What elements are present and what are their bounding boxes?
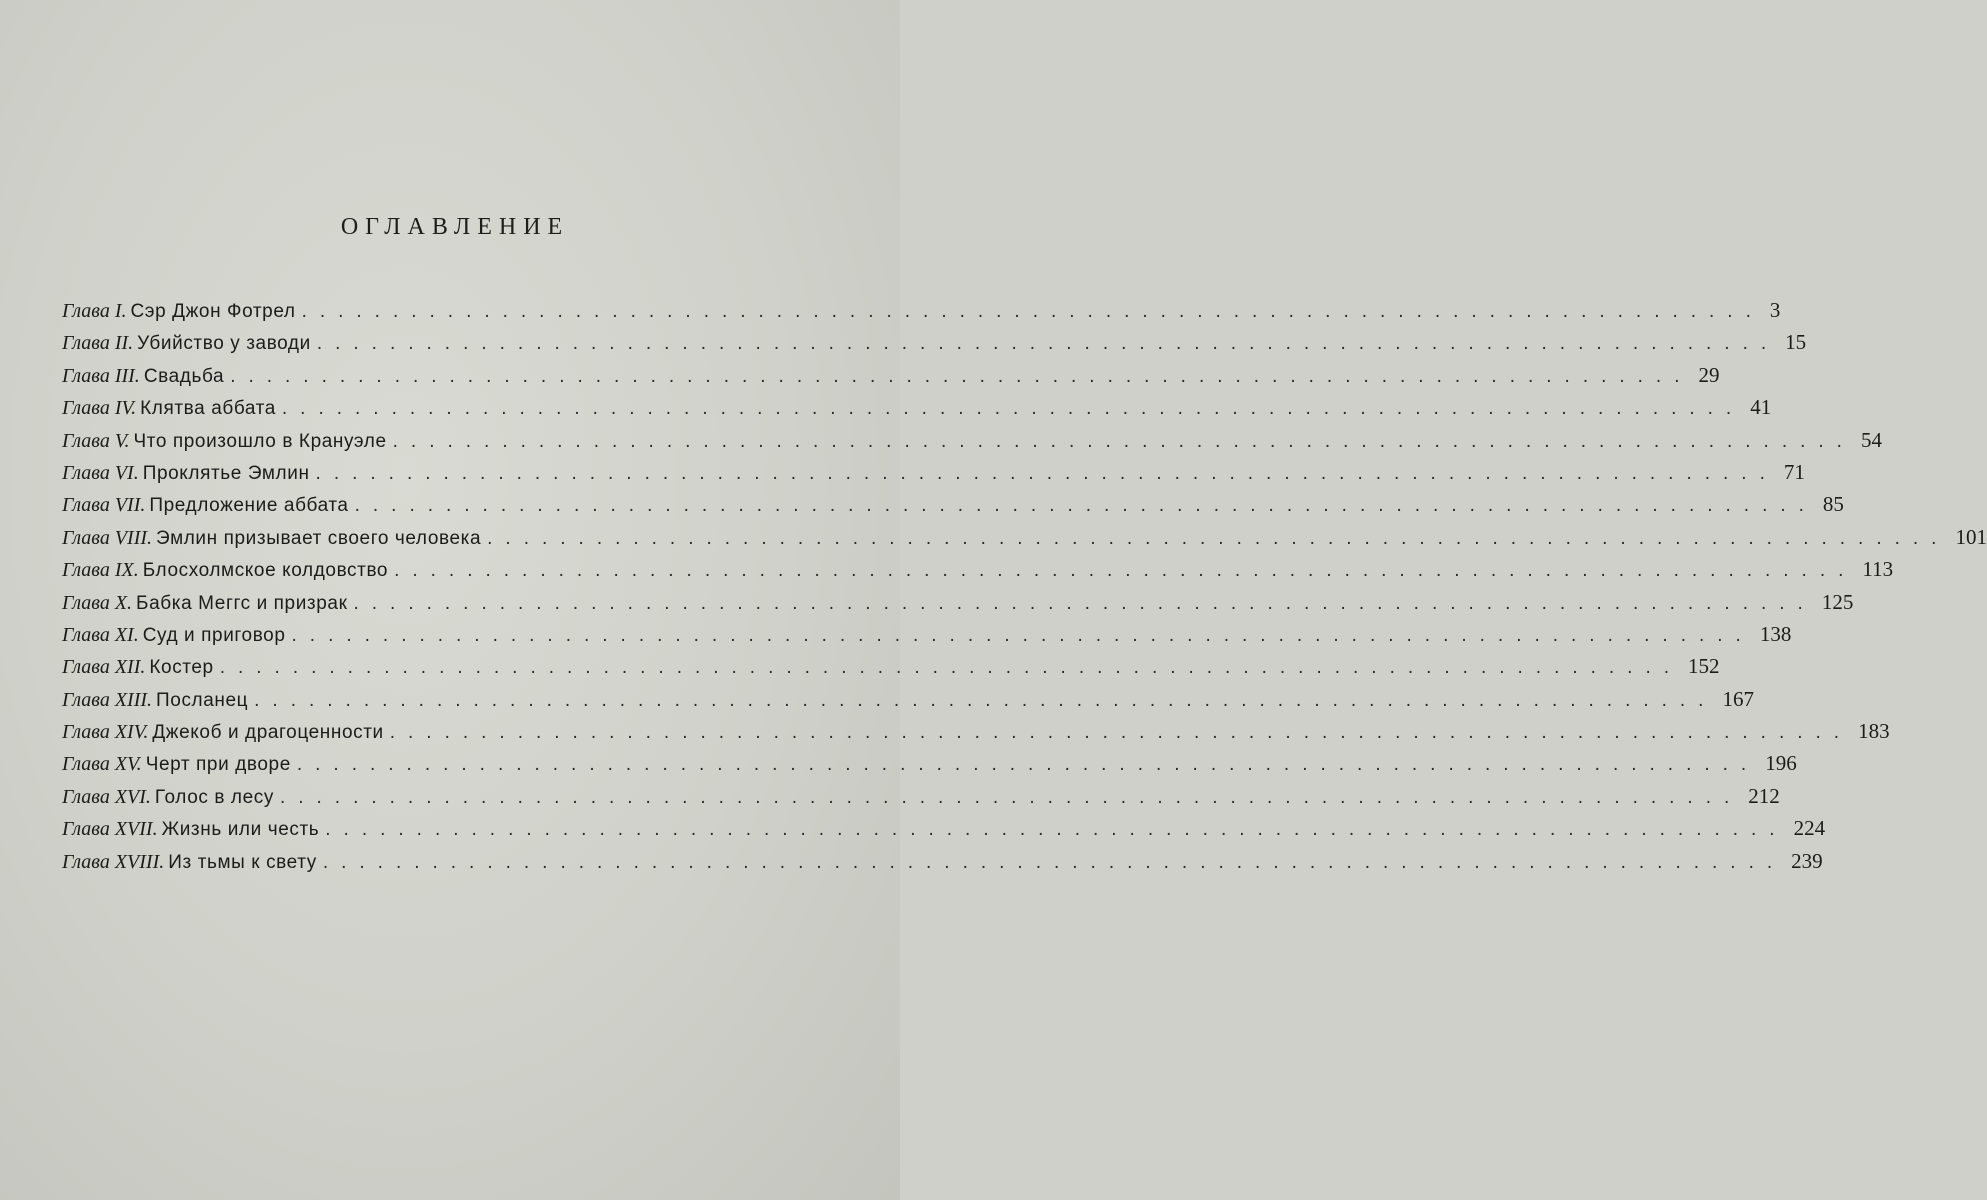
chapter-label: Глава VIII. [62,526,153,549]
page-number: 138 [1759,621,1792,646]
chapter-title: Жизнь или честь [161,819,320,841]
page-number: 212 [1748,783,1780,808]
dot-leader: ................................................................................ [392,430,1855,452]
chapter-title: Сэр Джон Фотрел [130,301,296,322]
dot-leader: ................................................................................ [254,689,1717,711]
page-number: 196 [1765,751,1797,776]
toc-entry [62,683,1754,715]
page-number: 3 [1769,298,1781,322]
dot-leader: ................................................................................ [316,333,1780,355]
dot-leader: ................................................................................ [354,495,1817,517]
toc-entry [62,424,1882,456]
chapter-title: Голос в лесу [154,786,274,808]
chapter-title: Клятва аббата [140,398,276,420]
chapter-title: Суд и приговор [142,624,286,646]
page-number: 101 [1955,524,1987,549]
chapter-title: Убийство у заводи [137,333,311,355]
page-number: 152 [1688,654,1720,679]
chapter-title: Свадьба [143,365,225,387]
dot-leader: ................................................................................ [389,722,1853,744]
toc-entry [62,294,1781,326]
page-number: 183 [1858,719,1890,744]
toc-entry [62,845,1823,877]
dot-leader: ................................................................................ [291,624,1754,646]
page-number: 224 [1793,816,1826,841]
dot-leader: ................................................................................ [394,560,1857,582]
dot-leader: ................................................................................ [353,592,1816,614]
chapter-label: Глава X. [62,591,133,614]
page-number: 41 [1750,395,1772,420]
toc-entry [62,391,1772,423]
chapter-label: Глава I. [62,300,127,322]
chapter-label: Глава V. [62,429,130,452]
chapter-label: Глава III. [62,364,140,387]
chapter-label: Глава XII. [62,656,146,679]
dot-leader: ................................................................................ [301,301,1764,322]
page-number: 113 [1862,557,1894,582]
toc-entry [62,326,1807,358]
page-number: 54 [1860,427,1882,452]
dot-leader: ................................................................................ [325,819,1788,841]
chapter-label: Глава VI. [62,461,139,484]
toc-entry [62,359,1720,391]
table-of-contents [62,294,1987,877]
chapter-title: Эмлин призывает своего человека [156,527,482,549]
dot-leader: ................................................................................ [315,462,1778,484]
page-number: 85 [1822,492,1844,517]
toc-entry [62,650,1720,682]
page-number: 239 [1791,848,1823,873]
toc-entry [62,553,1894,585]
chapter-label: Глава XVII. [62,818,158,841]
chapter-title: Джекоб и драгоценности [152,722,384,744]
page-number: 29 [1698,362,1720,387]
chapter-label: Глава XVI. [62,785,151,808]
chapter-title: Костер [149,657,214,679]
chapter-label: Глава XIV. [62,721,149,744]
chapter-label: Глава IV. [62,397,137,420]
page-number: 125 [1821,589,1854,614]
chapter-label: Глава XI. [62,623,139,646]
chapter-title: Бабка Меггс и призрак [136,592,348,614]
toc-entry [62,618,1792,650]
chapter-label: Глава XVIII. [62,850,165,873]
chapter-title: Проклятье Эмлин [142,462,310,484]
chapter-title: Посланец [156,689,249,711]
toc-entry [62,586,1854,618]
dot-leader: ................................................................................ [322,851,1786,873]
chapter-title: Блосхолмское колдовство [142,560,389,582]
chapter-title: Из тьмы к свету [168,851,317,873]
dot-leader: ................................................................................ [230,365,1693,387]
toc-entry [62,488,1844,520]
dot-leader: ................................................................................ [219,657,1683,679]
chapter-label: Глава VII. [62,494,146,517]
toc-entry [62,812,1826,844]
chapter-title: Предложение аббата [149,495,349,517]
chapter-title: Что произошло в Крануэле [133,430,387,452]
page-number: 167 [1722,686,1754,711]
dot-leader: ................................................................................ [281,398,1745,420]
toc-entry [62,780,1780,812]
dot-leader: ................................................................................ [487,527,1950,549]
toc-entry [62,715,1890,747]
chapter-label: Глава XV. [62,753,142,776]
dot-leader: ................................................................................ [279,786,1743,808]
chapter-title: Черт при дворе [145,754,291,776]
page-number: 15 [1785,330,1807,355]
dot-leader: ................................................................................ [296,754,1760,776]
chapter-label: Глава IX. [62,559,139,582]
page-heading: ОГЛАВЛЕНИЕ [340,214,570,240]
toc-entry [62,747,1797,779]
toc-entry [62,521,1987,553]
toc-entry [62,456,1805,488]
chapter-label: Глава II. [62,332,134,355]
page-number: 71 [1783,459,1805,484]
chapter-label: Глава XIII. [62,688,153,711]
